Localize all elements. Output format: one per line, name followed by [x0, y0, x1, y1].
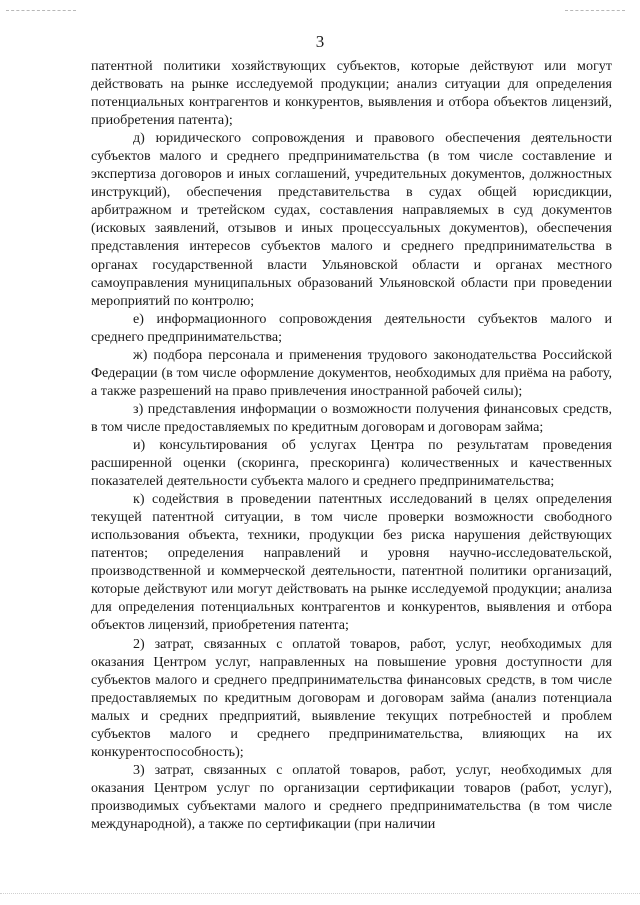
- paragraph: патентной политики хозяйствующих субъектов, которые действуют или могут действовать на рынке исследуемой продукции; анализ ситуации для определения потенциальных контрагентов и конкурентов, выявления и отбора объектов лицензий, приобретения патента);: [91, 58, 612, 129]
- paragraph: д) юридического сопровождения и правового обеспечения деятельности субъектов малого и среднего предпринимательства (в том числе составление и экспертиза договоров и иных соглашений, учредительных документов, должностных инструкций), обеспечения представительства в судах общей юрисдикции, арбитражном и третейском судах, составления направляемых в суд документов (исковых заявлений, отзывов и иных процессуальных документов), обеспечения представления интересов субъектов малого и среднего предпринимательства в органах государственной власти Ульяновской области и органах местного самоуправления муниципальных образований Ульяновской области при проведении мероприятий по контролю;: [91, 130, 612, 309]
- page-number: 3: [315, 32, 325, 51]
- paragraph: е) информационного сопровождения деятельности субъектов малого и среднего предпринимательства;: [91, 310, 612, 345]
- scan-edge-mark-left: [6, 10, 76, 11]
- paragraph: к) содействия в проведении патентных исследований в целях определения текущей патентной ситуации, в том числе проверки возможности свободного использования объекта, техники, продукции без риска нарушения действующих патентов; определения направлений и уровня научно-исследовательской, производственной и коммерческой деятельности, патентной политики организаций, которые действуют или могут действовать на рынке исследуемой продукции; анализа для определения потенциальных контрагентов и конкурентов, выявления и отбора объектов лицензий, приобретения патента;: [91, 491, 612, 634]
- document-body: [91, 57, 612, 833]
- scan-edge-mark-right: [565, 10, 625, 11]
- paragraph: з) представления информации о возможности получения финансовых средств, в том числе предоставляемых по кредитным договорам и договорам займа;: [91, 400, 612, 435]
- paragraph: 3) затрат, связанных с оплатой товаров, работ, услуг, необходимых для оказания Центром услуг по организации сертификации товаров (работ, услуг), производимых субъектами малого и среднего предпринимательства (в том числе международной), а также по сертификации (при наличии: [91, 761, 612, 832]
- paragraph: и) консультирования об услугах Центра по результатам проведения расширенной оценки (скоринга, прескоринга) количественных и качественных показателей деятельности субъекта малого и среднего предпринимательства;: [91, 436, 612, 490]
- scan-bottom-edge: [0, 893, 640, 894]
- paragraph: ж) подбора персонала и применения трудового законодательства Российской Федерации (в том числе оформление документов, необходимых для приёма на работу, а также разрешений на право привлечения иностранной рабочей силы);: [91, 346, 612, 399]
- paragraph: 2) затрат, связанных с оплатой товаров, работ, услуг, необходимых для оказания Центром услуг, направленных на повышение уровня доступности для субъектов малого и среднего предпринимательства финансовых средств, в том числе предоставляемых по кредитным договорам и договорам займа (анализ потенциала малых и средних предприятий, выявление текущих потребностей и проблем субъектов малого и среднего предпринимательства, влияющих на их конкурентоспособность);: [91, 635, 612, 760]
